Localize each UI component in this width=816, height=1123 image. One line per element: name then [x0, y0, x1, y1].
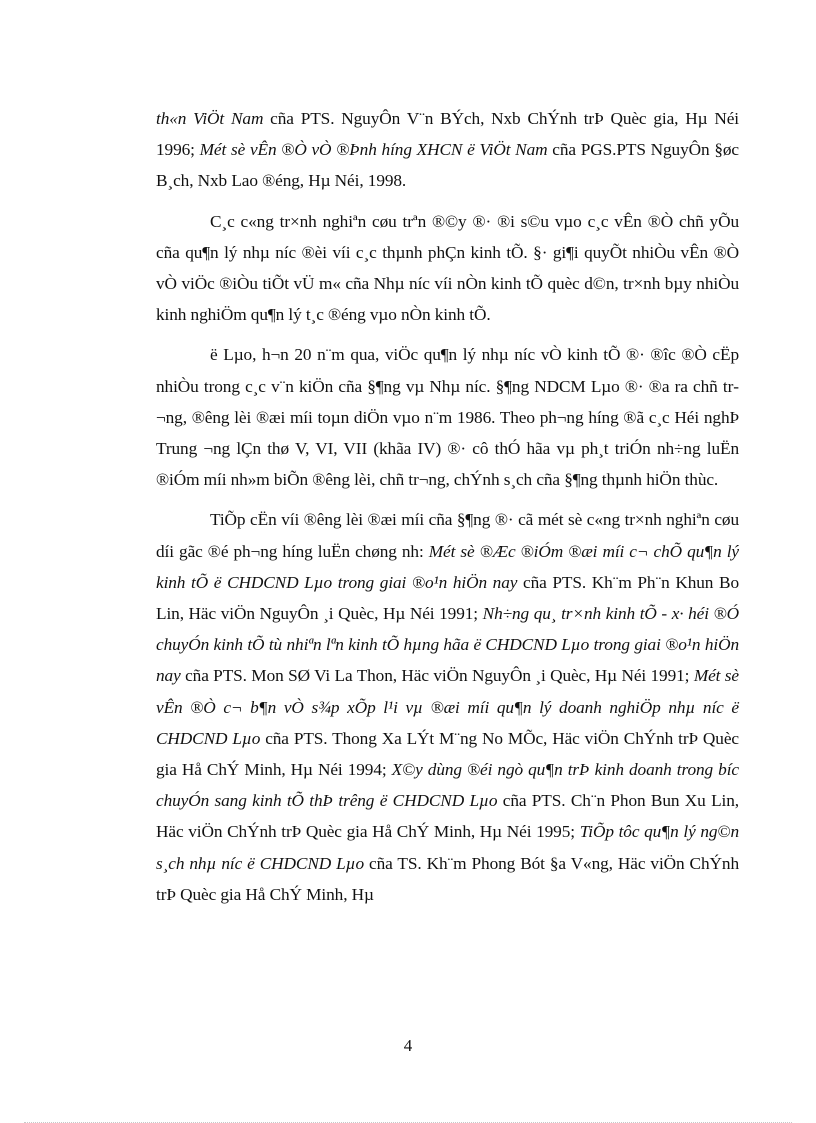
paragraph-text: ë Lµo, h¬n 20 n¨m qua, viÖc qu¶n lý nhµ níc vÒ kinh tÕ ®· ®îc ®Ò cËp nhiÒu trong c¸c v¨n kiÖn cña §¶ng vµ Nhµ níc. §¶ng NDCM Lµo ®· ®a ra chñ tr¬ng, ®êng lèi ®æi míi toµn diÖn vµo n¨m 1986. Theo ph¬ng híng ®ã c¸c Héi nghÞ Trung ¬ng lÇn thø V, VI, VII (khãa IV) ®· cô thÓ hãa vµ ph¸t triÓn nh÷ng luËn ®iÓm míi nh»m biÕn ®êng lèi, chñ tr¬ng, chÝnh s¸ch cña §¶ng thµnh hiÖn thùc. — [156, 345, 739, 490]
book-title: Mét sè ®Æc ®iÓm ®æi míi c¬ chÕ qu¶n lý kinh tÕ ë CHDCND Lµo trong giai ®o¹n hiÖn nay — [156, 541, 740, 592]
book-title: X©y dùng ®éi ngò qu¶n trÞ kinh doanh trong bíc chuyÓn sang kinh tÕ thÞ trêng ë CHDCND Lµo — [156, 760, 739, 811]
book-title: Mét sè vÊn ®Ò vÒ ®Þnh híng XHCN ë ViÖt Nam — [199, 140, 548, 160]
book-title: Nh÷ng qu¸ tr×nh kinh tÕ - x· héi ®Ó chuyÓn kinh tÕ tù nhiªn lªn kinh tÕ hµng hãa ë CHDCND Lµo trong giai ®o¹n hiÖn nay — [156, 604, 739, 686]
paragraph-3 — [156, 339, 739, 495]
paragraph-2 — [156, 206, 739, 331]
paragraph-text: TiÕp cËn víi ®êng lèi ®æi míi cña §¶ng ®· cã mét sè c«ng tr×nh nghiªn cøu díi gãc ®é ph¬ng híng luËn chøng nh: — [156, 510, 739, 561]
paragraph-4 — [156, 504, 739, 910]
book-title: TiÕp tôc qu¶n lý ng©n s¸ch nhµ níc ë CHDCND Lµo — [156, 822, 739, 873]
citation-text: cña PTS. Kh¨m Ph¨n Khun Bo Lin, Häc viÖn NguyÔn ¸i Quèc, Hµ Néi 1991; — [156, 572, 739, 624]
body-text — [156, 103, 739, 919]
citation-text: cña PTS. NguyÔn V¨n BÝch, Nxb ChÝnh trÞ Quèc gia, Hµ Néi 1996; — [156, 109, 739, 160]
page-number: 4 — [403, 1036, 413, 1055]
citation-text: cña PTS. Mon SØ Vi La Thon, Häc viÖn NguyÔn ¸i Quèc, Hµ Néi 1991; — [180, 666, 694, 686]
citation-text: cña PGS.PTS NguyÔn §øc B¸ch, Nxb Lao ®éng, Hµ Néi, 1998. — [156, 140, 739, 191]
book-title: Mét sè vÊn ®Ò c¬ b¶n vÒ s¾p xÕp l¹i vµ ®æi míi qu¶n lý doanh nghiÖp nhµ níc ë CHDCND Lµo — [156, 666, 739, 748]
paragraph-text: C¸c c«ng tr×nh nghiªn cøu trªn ®©y ®· ®i s©u vµo c¸c vÊn ®Ò chñ yÕu cña qu¶n lý nhµ níc ®èi víi c¸c thµnh phÇn kinh tÕ. §· gi¶i quyÕt nhiÒu vÊn ®Ò vÒ viÖc ®iÒu tiÕt vÜ m« cña Nhµ níc víi nÒn kinh tÕ quèc d©n, tr×nh bµy nhiÒu kinh nghiÖm qu¶n lý t¸c ®éng vµo nÒn kinh tÕ. — [156, 211, 739, 325]
citation-text: cña TS. Kh¨m Phong Bót §a V«ng, Häc viÖn ChÝnh trÞ Quèc gia Hå ChÝ Minh, Hµ — [156, 853, 739, 904]
paragraph-1 — [156, 103, 739, 197]
citation-text: cña PTS. Ch¨n Phon Bun Xu Lin, Häc viÖn ChÝnh trÞ Quèc gia Hå ChÝ Minh, Hµ Néi 1995; — [156, 791, 739, 842]
book-title: th«n ViÖt Nam — [156, 109, 264, 128]
citation-text: cña PTS. Thong Xa LÝt M¨ng No MÕc, Häc viÖn ChÝnh trÞ Quèc gia Hå ChÝ Minh, Hµ Néi 1994; — [156, 728, 739, 780]
